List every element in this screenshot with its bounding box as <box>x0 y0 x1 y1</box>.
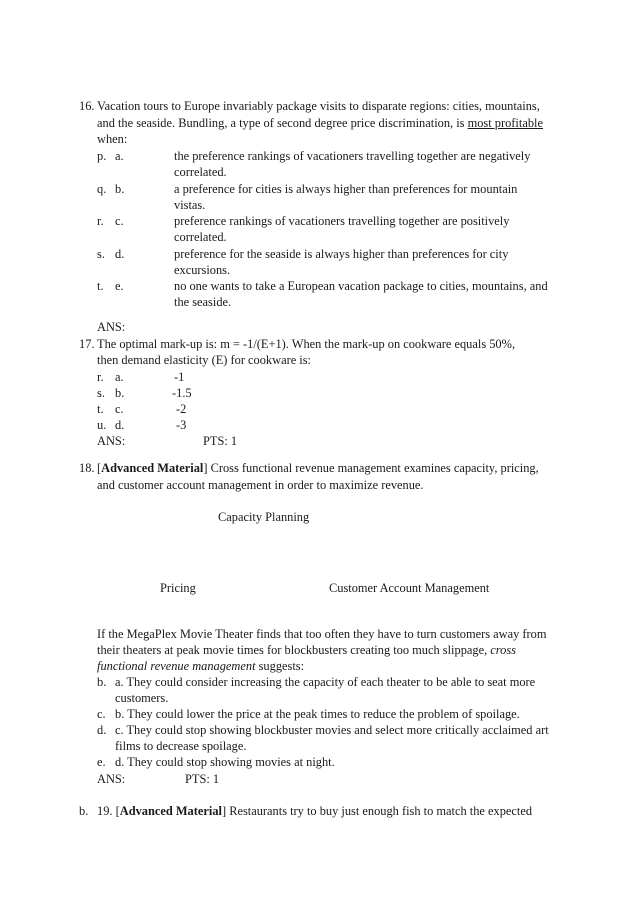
question-18-para-line-2: their theaters at peak movie times for blockbusters creating too much slippage, cross <box>97 643 516 657</box>
option-text: -2 <box>176 402 187 416</box>
question-17-stem-line-1: The optimal mark-up is: m = -1/(E+1). When the mark-up on cookware equals 50%, <box>97 337 516 351</box>
question-16-number: 16. <box>79 99 95 113</box>
question-19-line-1: 19. [Advanced Material] Restaurants try to buy just enough fish to match the expected <box>97 804 533 818</box>
option-text: d. They could stop showing movies at night. <box>115 755 335 769</box>
option-text-line-1: preference for the seaside is always higher than preferences for city <box>174 247 509 261</box>
option-text: a. They could consider increasing the capacity of each theater to be able to seat more <box>115 675 536 689</box>
option-text-continued: films to decrease spoilage. <box>115 739 247 753</box>
option-text: -3 <box>176 418 187 432</box>
option-marker: s. <box>97 247 105 261</box>
question-16-stem-line-3: when: <box>97 132 128 146</box>
option-text-line-1: the preference rankings of vacationers travelling together are negatively <box>174 149 531 163</box>
question-16-answer-label: ANS: <box>97 320 126 334</box>
option-marker: u. <box>97 418 107 432</box>
capacity-planning-label: Capacity Planning <box>218 510 310 524</box>
option-marker: b. <box>97 675 107 689</box>
option-text-continued: customers. <box>115 691 169 705</box>
question-17-answer-label: ANS: <box>97 434 126 448</box>
option-letter: c. <box>115 402 124 416</box>
option-text-line-2: the seaside. <box>174 295 232 309</box>
option-text-line-1: a preference for cities is always higher than preferences for mountain <box>174 182 518 196</box>
option-letter: a. <box>115 149 124 163</box>
option-marker: t. <box>97 279 104 293</box>
option-letter: b. <box>115 386 125 400</box>
option-letter: e. <box>115 279 124 293</box>
option-text: -1.5 <box>172 386 192 400</box>
question-19-marker: b. <box>79 804 89 818</box>
customer-account-management-label: Customer Account Management <box>329 581 490 595</box>
question-17-number: 17. <box>79 337 95 351</box>
option-marker: s. <box>97 386 105 400</box>
option-letter: a. <box>115 370 124 384</box>
question-18-stem-line-2: and customer account management in order to maximize revenue. <box>97 478 424 492</box>
question-17-stem-line-2: then demand elasticity (E) for cookware is: <box>97 353 312 367</box>
option-text: -1 <box>174 370 185 384</box>
question-18-para-line-1: If the MegaPlex Movie Theater finds that too often they have to turn customers away from <box>97 627 547 641</box>
option-text: b. They could lower the price at the peak times to reduce the problem of spoilage. <box>115 707 520 721</box>
question-18-number: 18. <box>79 461 95 475</box>
option-letter: b. <box>115 182 125 196</box>
option-marker: t. <box>97 402 104 416</box>
option-text-line-2: excursions. <box>174 263 231 277</box>
option-letter: d. <box>115 247 125 261</box>
option-letter: c. <box>115 214 124 228</box>
option-text: c. They could stop showing blockbuster movies and select more critically acclaimed art <box>115 723 549 737</box>
option-marker: q. <box>97 182 107 196</box>
underlined-phrase: most profitable <box>467 116 543 130</box>
question-18-points: PTS: 1 <box>185 772 220 786</box>
option-marker: r. <box>97 370 104 384</box>
question-18-stem-line-1: [Advanced Material] Cross functional revenue management examines capacity, pricing, <box>97 461 539 475</box>
advanced-material-tag: Advanced Material <box>119 804 222 818</box>
option-marker: p. <box>97 149 107 163</box>
option-marker: d. <box>97 723 107 737</box>
option-text-line-2: correlated. <box>174 230 227 244</box>
pricing-label: Pricing <box>160 581 196 595</box>
option-text-line-2: correlated. <box>174 165 227 179</box>
question-18-answer-label: ANS: <box>97 772 126 786</box>
question-17-points: PTS: 1 <box>203 434 238 448</box>
question-18-para-line-3: functional revenue management suggests: <box>97 659 305 673</box>
question-16-stem-line-1: Vacation tours to Europe invariably package visits to disparate regions: cities, mountains, <box>97 99 540 113</box>
option-marker: r. <box>97 214 104 228</box>
option-letter: d. <box>115 418 125 432</box>
option-marker: c. <box>97 707 106 721</box>
question-16-stem-line-2: and the seaside. Bundling, a type of second degree price discrimination, is most profitable <box>97 116 543 130</box>
advanced-material-tag: Advanced Material <box>101 461 204 475</box>
option-text-line-1: preference rankings of vacationers travelling together are positively <box>174 214 510 228</box>
option-marker: e. <box>97 755 106 769</box>
option-text-line-2: vistas. <box>174 198 206 212</box>
option-text-line-1: no one wants to take a European vacation package to cities, mountains, and <box>174 279 548 293</box>
